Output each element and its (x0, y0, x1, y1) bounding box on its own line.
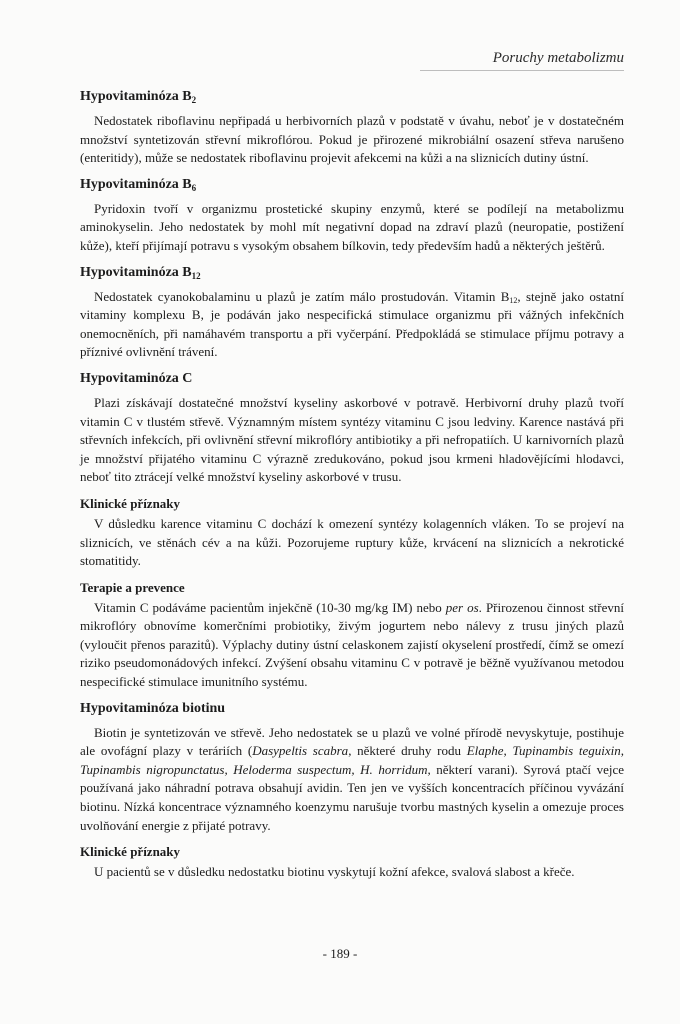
section-b12 (80, 264, 624, 362)
paragraph: Biotin je syntetizován ve střevě. Jeho nedostatek se u plazů ve volné přírodě nevyskytuje, postihuje ale ovofágní plazy v teráriích (Dasypeltis scabra, některé druhy rodu Elaphe, Tupinambis teguixin, Tupinambis nigropunctatus, Heloderma suspectum, H. horridum, některí varani). Syrová ptačí vejce používaná jako náhradní potrava obsahují avidin. Ten jen ve vyšších koncentracích příčinou vyvázání biotinu. Nízká koncentrace významného koenzymu narušuje tvorbu mastných kyselin a omezuje proces uvolňování energie z přijaté potravy. (80, 724, 624, 833)
section-heading: Hypovitaminóza $B_{12}$ (80, 264, 201, 281)
section-heading: Hypovitaminóza biotinu (80, 700, 226, 716)
section-b2 (80, 88, 624, 168)
section-heading: Hypovitaminóza C (80, 370, 193, 386)
paragraph: V důsledku karence vitaminu C dochází k omezení syntézy kolagenních vláken. To se projeví na sliznicích, ve stěnách cév a na kůži. Pozorujeme ruptury kůže, krvácení na sliznicích a nekrotické stomatitidy. (80, 515, 624, 569)
page-content (80, 88, 624, 890)
section-c (80, 370, 624, 692)
paragraph: Plazi získávají dostatečné množství kyseliny askorbové v potravě. Herbivorní druhy plazů tvoří vitamin C v tlustém střevě. Významným místem syntézy vitaminu C jsou ledviny. Karence nastává při střevních infekcích, při ovlivnění střevní mikroflóry antibiotiky a při nefropatiích. U karnivorních plazů je množství přijatého vitaminu C výrazně zredukováno, pokud jsou krmeni hladovějícími hlodavci, neboť tito ztrácejí velké množství kyseliny askorbové v trusu. (80, 394, 624, 485)
section-heading: Hypovitaminóza $B_2$ (80, 89, 197, 105)
subsection-heading: Terapie a prevence (80, 579, 185, 595)
subsection-heading: Klinické příznaky (80, 844, 181, 860)
header-rule (420, 70, 624, 71)
page-number: - 189 - (322, 946, 358, 961)
paragraph: Vitamin C podáváme pacientům injekčně (10-30 mg/kg IM) nebo per os. Přirozenou činnost střevní mikroflóry obnovíme komerčními probiotiky, živým jogurtem nebo nálevy z trusu jiných plazů (vyloučit přenos parazitů). Výplachy dutiny ústní celaskonem zajistí okyselení prostředí, čímž se omezí riziko pseudomonádových infekcí. Zvýšení obsahu vitaminu C v potravě je běžně využívanou metodou nespecifické stimulace imunitního systému. (80, 599, 624, 690)
paragraph: U pacientů se v důsledku nedostatku biotinu vyskytují kožní afekce, svalová slabost a křeče. (94, 864, 575, 880)
section-heading: Hypovitaminóza $B_6$ (80, 176, 197, 193)
section-b6 (80, 176, 624, 256)
running-header: Poruchy metabolizmu (492, 50, 624, 66)
paragraph: Nedostatek riboflavinu nepřipadá u herbivorních plazů v podstatě v úvahu, neboť je v dostatečném množství syntetizován střevní mikroflórou. Pokud je přirozené mikrobiální osazení střeva narušeno (enteritidy), může se nedostatek riboflavinu projevit afekcemi na kůži a na sliznicích dutiny ústní. (80, 113, 624, 166)
paragraph: Nedostatek cyanokobalaminu u plazů je zatím málo prostudován. Vitamin $B_{12}$, stejně jako ostatní vitaminy komplexu B, je podáván jako nespecifická stimulace organizmu při vážných infekčních onemocněních, při namáhavém transportu a při vyčerpání. Předpokládá se stimulace příjmu potravy a příznivé ovlivnění trávení. (80, 288, 624, 360)
paragraph: Pyridoxin tvoří v organizmu prostetické skupiny enzymů, které se podílejí na metabolizmu aminokyselin. Jeho nedostatek by mohl mít negativní dopad na zdraví plazů (neuropatie, postižení kůže), kteří přijímají potravu s vysokým obsahem bílkovin, tedy především hadů a některých ještěrů. (80, 200, 624, 253)
subsection-heading: Klinické příznaky (80, 495, 181, 511)
section-biotin (80, 700, 624, 882)
